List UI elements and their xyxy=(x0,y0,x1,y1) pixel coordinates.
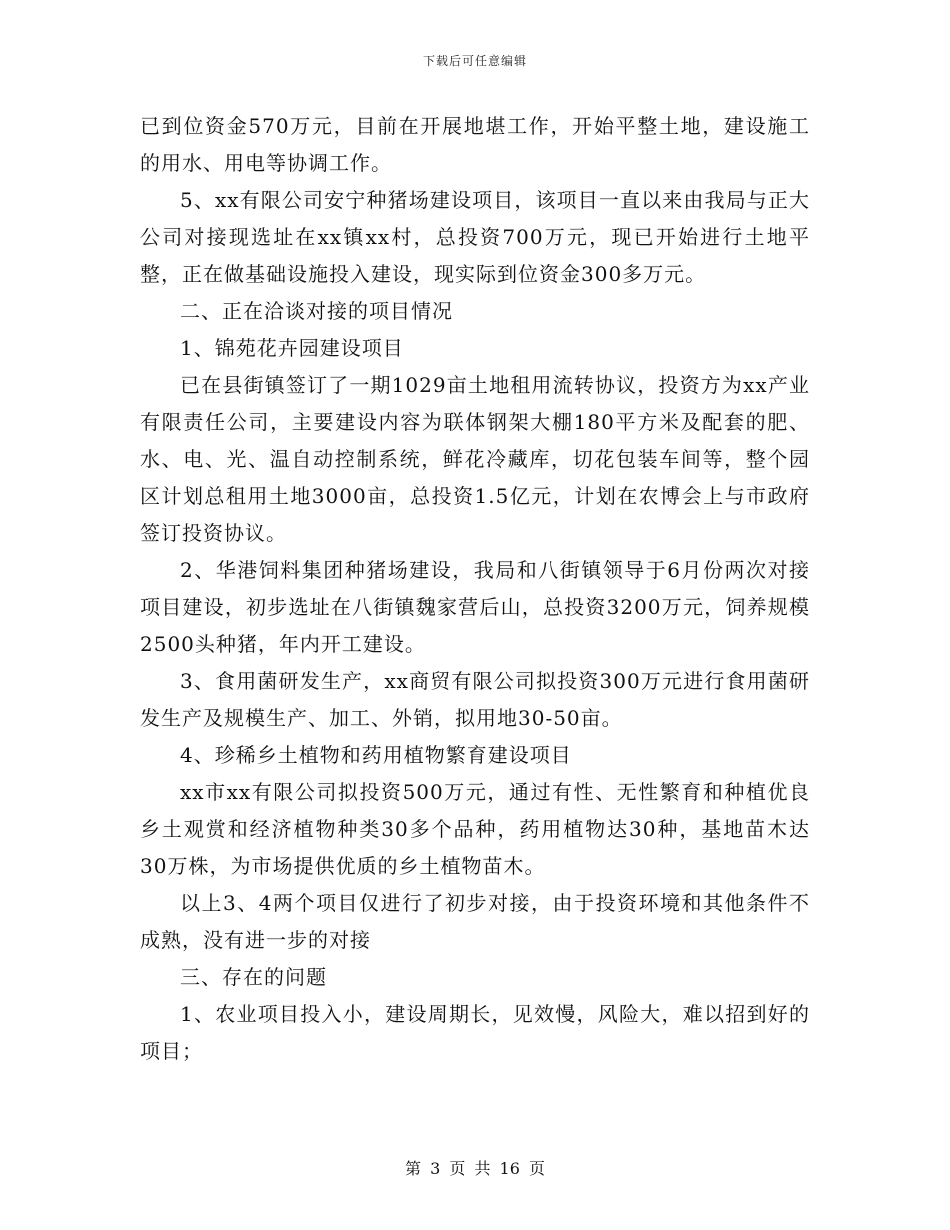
paragraph-flower-park: 已在县街镇签订了一期1029亩土地租用流转协议，投资方为xx产业有限责任公司，主要建设内容为联体钢架大棚180平方米及配套的肥、水、电、光、温自动控制系统，鲜花冷藏库，切花包装车间等，整个园区计划总租用土地3000亩，总投资1.5亿元，计划在农博会上与市政府签订投资协议。 xyxy=(140,373,810,545)
paragraph-funds-continued: 已到位资金570万元，目前在开展地堪工作，开始平整土地，建设施工的用水、用电等协调工作。 xyxy=(140,114,810,175)
page-header: 下载后可任意编辑 xyxy=(422,54,527,68)
paragraph-problem-1: 1、农业项目投入小，建设周期长，见效慢，风险大，难以招到好的项目； xyxy=(140,1002,810,1063)
paragraph-initial-contact-note: 以上3、4两个项目仅进行了初步对接，由于投资环境和其他条件不成熟，没有进一步的对接 xyxy=(140,891,810,952)
document-body xyxy=(140,108,810,1070)
paragraph-rare-plants: xx市xx有限公司拟投资500万元，通过有性、无性繁育和种植优良乡土观赏和经济植物种类30多个品种，药用植物达30种，基地苗木达30万株，为市场提供优质的乡土植物苗木。 xyxy=(140,780,810,878)
item-heading-rare-plants: 4、珍稀乡土植物和药用植物繁育建设项目 xyxy=(180,743,572,767)
section-heading-problems: 三、存在的问题 xyxy=(180,965,327,989)
paragraph-item-5-pig-farm: 5、xx有限公司安宁种猪场建设项目，该项目一直以来由我局与正大公司对接现选址在xx镇xx村，总投资700万元，现已开始进行土地平整，正在做基础设施投入建设，现实际到位资金300多万元。 xyxy=(140,188,810,286)
section-heading-negotiating-projects: 二、正在洽谈对接的项目情况 xyxy=(180,299,453,323)
page-footer-page-number: 第 3 页 共 16 页 xyxy=(405,1159,545,1178)
paragraph-item-2-feed-group: 2、华港饲料集团种猪场建设，我局和八街镇领导于6月份两次对接项目建设，初步选址在八街镇魏家营后山，总投资3200万元，饲养规模2500头种猪，年内开工建设。 xyxy=(140,558,810,656)
paragraph-item-3-mushroom: 3、食用菌研发生产，xx商贸有限公司拟投资300万元进行食用菌研发生产及规模生产、加工、外销，拟用地30-50亩。 xyxy=(140,669,810,730)
item-heading-flower-park: 1、锦苑花卉园建设项目 xyxy=(180,336,404,360)
